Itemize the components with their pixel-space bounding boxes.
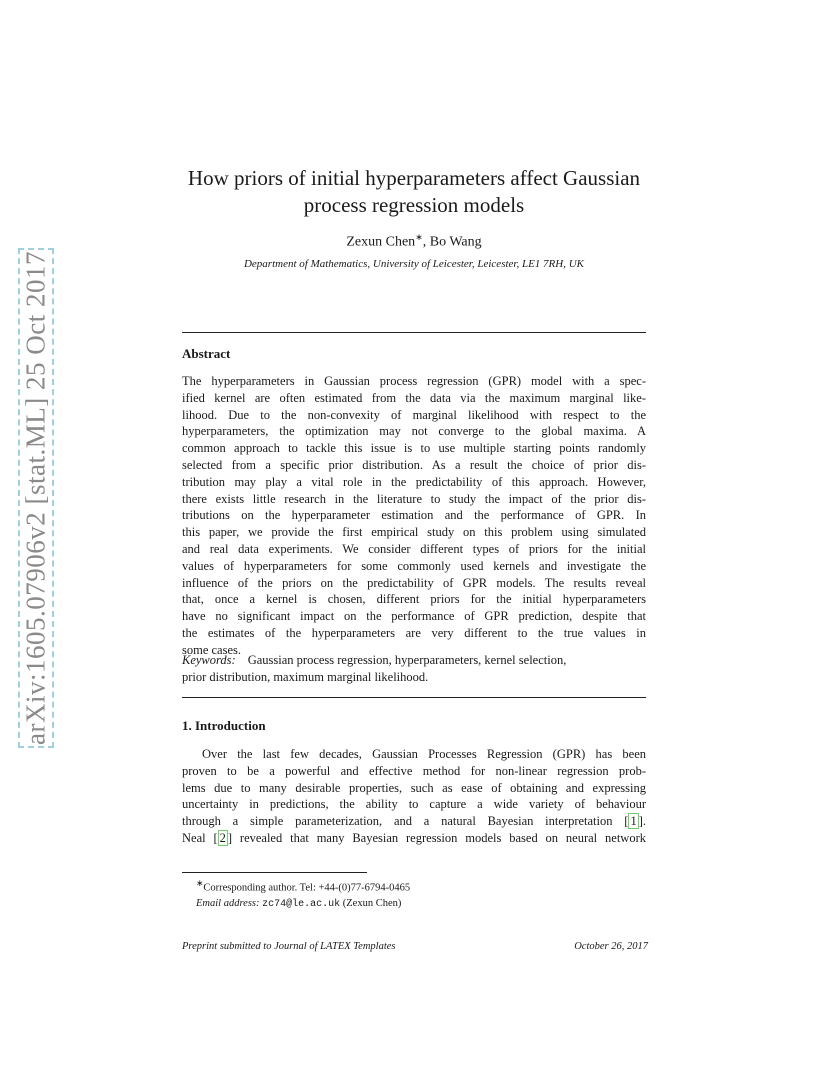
footnote-mark: ∗ bbox=[196, 878, 204, 888]
authors bbox=[180, 232, 648, 251]
email-link[interactable]: zc74@le.ac.uk bbox=[262, 898, 341, 910]
intro-line-5-text: through a simple parameterization, and a natural Bayesian interpretation [ bbox=[182, 814, 629, 829]
abstract-heading: Abstract bbox=[182, 346, 231, 361]
intro-line-5-end: ]. bbox=[638, 814, 646, 829]
introduction-body bbox=[182, 746, 646, 847]
abstract-line: tributions on the hyperparameter estimation and the performance of GPR. In bbox=[182, 508, 646, 523]
arxiv-identifier[interactable]: arXiv:1605.07906v2 [stat.ML] 25 Oct 2017 bbox=[20, 251, 51, 745]
abstract-line: have no significant impact on the performance of GPR prediction, despite that bbox=[182, 609, 646, 624]
abstract-bottom-rule bbox=[182, 697, 646, 698]
citation-link-2[interactable]: 2 bbox=[219, 830, 226, 845]
keywords-label: Keywords: bbox=[182, 653, 236, 667]
abstract-body bbox=[182, 373, 646, 659]
abstract-line: tribution may play a vital role in the predictability of this approach. However, bbox=[182, 474, 646, 489]
paper-title bbox=[180, 165, 648, 219]
footnote-line-2 bbox=[196, 896, 410, 912]
abstract-line: values of hyperparameters for some commonly used kernels and investigate the bbox=[182, 558, 646, 573]
keywords bbox=[182, 652, 646, 686]
author-1: Zexun Chen bbox=[346, 234, 416, 250]
keywords-text-1: Gaussian process regression, hyperparameters, kernel selection, bbox=[247, 653, 567, 667]
abstract-line: there exists little research in the literature to study the impact of the prior dis- bbox=[182, 491, 646, 506]
keywords-line-2: prior distribution, maximum marginal likelihood. bbox=[182, 670, 429, 684]
abstract-line: hyperparameters, the optimization may not converge to the global maxima. A bbox=[182, 424, 646, 439]
intro-line-6-text: ] revealed that many Bayesian regression models based on neural network bbox=[227, 830, 646, 845]
abstract-line: The hyperparameters in Gaussian process regression (GPR) model with a spec- bbox=[182, 374, 646, 388]
keywords-line-1 bbox=[182, 652, 646, 669]
email-label: Email address: bbox=[196, 897, 260, 909]
abstract-line: the estimates of the hyperparameters are very different to the true values in bbox=[182, 625, 646, 640]
arxiv-stamp bbox=[18, 248, 54, 748]
abstract-line: lihood. Due to the non-convexity of marginal likelihood with respect to the bbox=[182, 407, 646, 422]
footnote-rule bbox=[182, 872, 367, 873]
author-2: , Bo Wang bbox=[422, 234, 482, 250]
intro-line: proven to be a powerful and effective method for non-linear regression prob- bbox=[182, 763, 646, 778]
abstract-line: influence of the priors on the predictability of GPR models. The results reveal bbox=[182, 575, 646, 590]
email-name: (Zexun Chen) bbox=[340, 897, 402, 909]
footnote bbox=[196, 876, 410, 912]
abstract-line: common approach to tackle this issue is to use multiple starting points randomly bbox=[182, 441, 646, 456]
intro-line: lems due to many desirable properties, such as ease of obtaining and expressing bbox=[182, 780, 646, 795]
abstract-top-rule bbox=[182, 332, 646, 333]
preprint-date: October 26, 2017 bbox=[574, 941, 648, 952]
abstract-line: selected from a specific prior distribution. As a result the choice of prior dis- bbox=[182, 457, 646, 472]
corresponding-mark[interactable]: ∗ bbox=[415, 232, 423, 242]
abstract-line: and real data experiments. We consider different types of priors for the initial bbox=[182, 541, 646, 556]
abstract-line: some cases. bbox=[182, 642, 242, 657]
abstract-line: this paper, we provide the first empirical study on this problem using simulated bbox=[182, 525, 646, 540]
abstract-line: that, once a kernel is chosen, different priors for the initial hyperparameters bbox=[182, 592, 646, 607]
footnote-contact: Corresponding author. Tel: +44-(0)77-6794-0465 bbox=[203, 882, 411, 894]
intro-line: Over the last few decades, Gaussian Processes Regression (GPR) has been bbox=[202, 747, 646, 761]
intro-line: uncertainty in predictions, the ability to capture a wide variety of behaviour bbox=[182, 797, 646, 812]
affiliation: Department of Mathematics, University of Leicester, Leicester, LE1 7RH, UK bbox=[243, 258, 585, 270]
citation-link-1[interactable]: 1 bbox=[630, 814, 637, 829]
intro-line-6-start: Neal [ bbox=[182, 830, 218, 845]
footnote-line-1 bbox=[196, 876, 410, 896]
intro-line bbox=[182, 830, 646, 847]
title-line-1: How priors of initial hyperparameters affect Gaussian bbox=[187, 166, 641, 190]
section-heading-introduction: 1. Introduction bbox=[182, 718, 266, 733]
intro-line bbox=[182, 813, 646, 830]
abstract-line: ified kernel are often estimated from the data via the maximum marginal like- bbox=[182, 390, 646, 405]
title-line-2: process regression models bbox=[303, 193, 525, 217]
preprint-notice: Preprint submitted to Journal of LATEX Templates bbox=[182, 941, 396, 952]
